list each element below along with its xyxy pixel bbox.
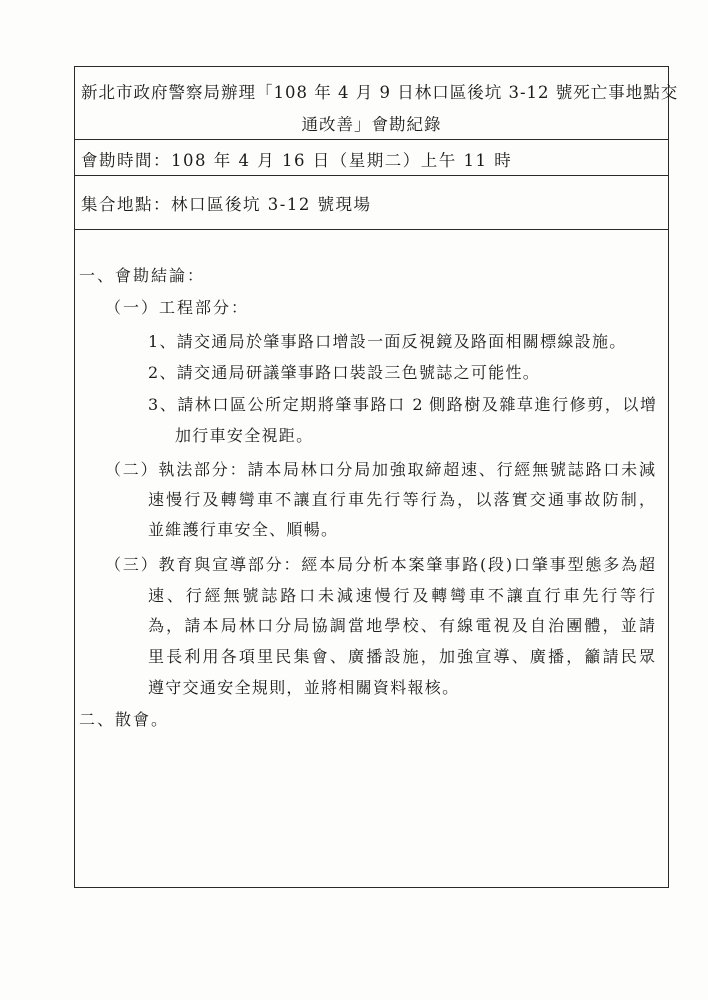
record-table: [74, 66, 679, 888]
section-1-heading: 一、會勘結論：: [79, 266, 206, 285]
sub-2-line-2: 速慢行及轉彎車不讓直行車先行等行為，以落實交通事故防制，: [148, 490, 655, 509]
section-2-heading: 二、散會。: [79, 710, 170, 729]
sub-1-heading: （一）工程部分：: [105, 298, 250, 317]
table-divider: [75, 139, 668, 140]
sub-3-line-5: 遵守交通安全規則，並將相關資料報核。: [148, 678, 460, 697]
sub-3-line-3: 為，請本局林口分局協調當地學校、有線電視及自治團體，並請: [148, 616, 655, 635]
sub-1-item-3-line-1: 3、請林口區公所定期將肇事路口 2 側路樹及雜草進行修剪，以增: [148, 395, 656, 414]
table-divider: [75, 175, 668, 176]
sub-1-item-3-line-2: 加行車安全視距。: [175, 426, 314, 445]
sub-3-line-1: （三）教育與宣導部分：經本局分析本案肇事路(段)口肇事型態多為超: [105, 555, 655, 574]
table-divider: [75, 229, 668, 230]
sub-3-line-2: 速、行經無號誌路口未減速慢行及轉彎車不讓直行車先行等行: [148, 586, 655, 605]
document-title-line-2: 通改善」會勘紀錄: [301, 115, 442, 134]
meeting-place: 集合地點：林口區後坑 3-12 號現場: [81, 195, 372, 214]
meeting-time: 會勘時間：108 年 4 月 16 日（星期二）上午 11 時: [81, 151, 513, 170]
sub-2-line-1: （二）執法部分：請本局林口分局加強取締超速、行經無號誌路口未減: [105, 460, 655, 479]
sub-1-item-1: 1、請交通局於肇事路口增設一面反視鏡及路面相關標線設施。: [148, 332, 627, 351]
sub-1-item-2: 2、請交通局研議肇事路口裝設三色號誌之可能性。: [148, 363, 541, 382]
sub-2-line-3: 並維護行車安全、順暢。: [148, 520, 339, 539]
sub-3-line-4: 里長利用各項里民集會、廣播設施，加強宣導、廣播，籲請民眾: [148, 647, 655, 666]
document-title-line-1: 新北市政府警察局辦理「108 年 4 月 9 日林口區後坑 3-12 號死亡事地點交: [81, 83, 679, 102]
